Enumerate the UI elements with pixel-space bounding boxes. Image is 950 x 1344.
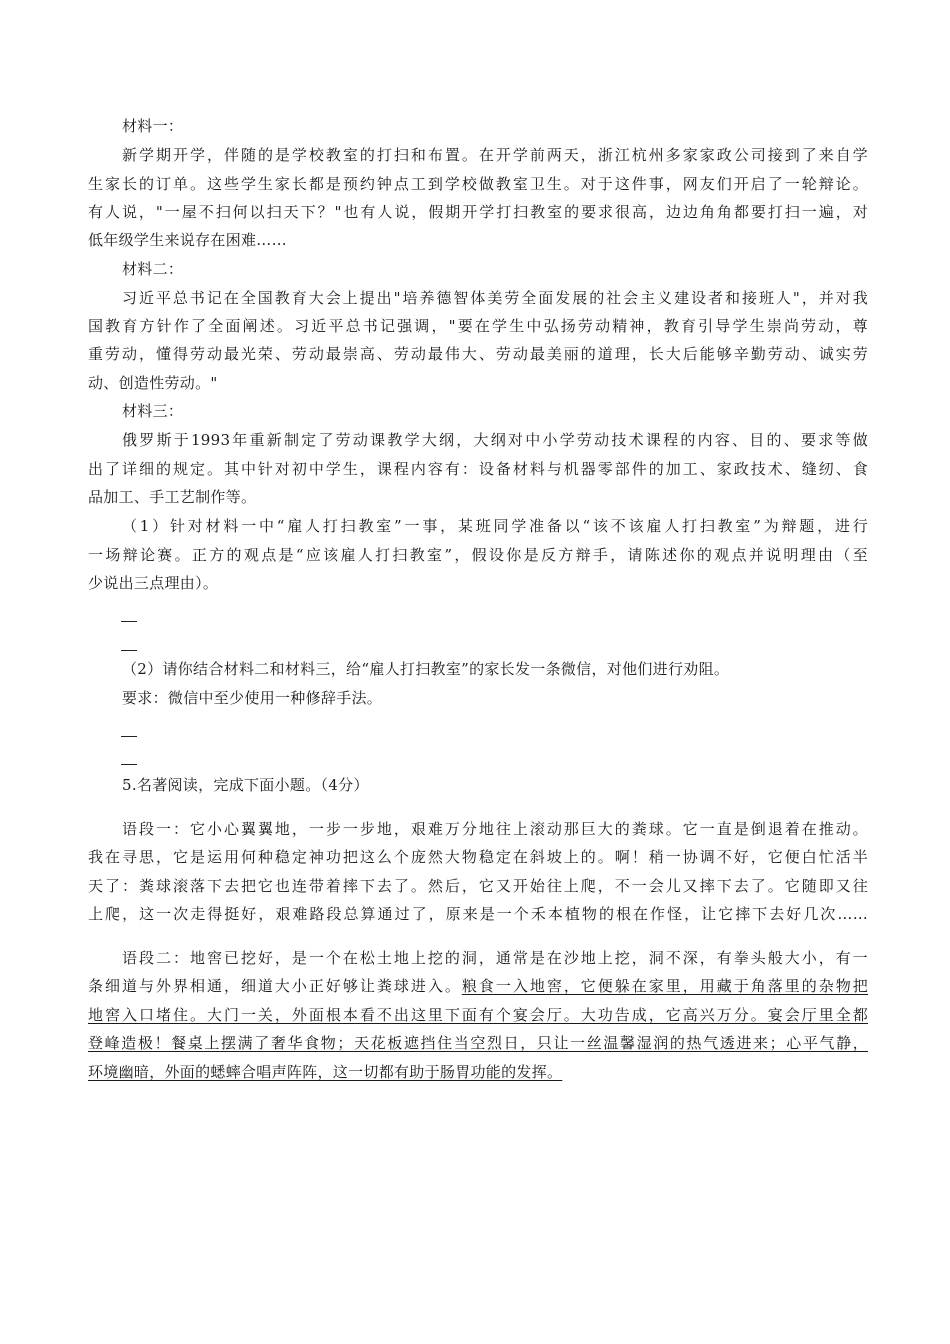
passage1-line: 我在寻思，它是运用何种稳定神功把这么个庞然大物稳定在斜坡上的。啊！稍一协调不好，它便白忙活半: [88, 848, 868, 866]
question2-prompt: （2）请你结合材料二和材料三，给“雇人打扫教室”的家长发一条微信，对他们进行劝阻。: [122, 660, 730, 678]
material3-line: 品加工、手工艺制作等。: [88, 488, 257, 506]
passage2-underlined-text: 粮食一入地窖，它便躲在家里，用藏于角落里的杂物把: [461, 977, 869, 995]
answer-blank-line[interactable]: [121, 764, 137, 765]
answer-blank-line[interactable]: [121, 621, 137, 622]
question5-title: 5.名著阅读，完成下面小题。（4分）: [122, 776, 369, 794]
passage2-plain-text: 条细道与外界相通，细道大小正好够让粪球进入。: [88, 977, 462, 995]
passage2-underlined-line: 地窖入口堵住。大门一关，外面根本看不出这里下面有个宴会厅。大功告成，它高兴万分。宴会厅里全都: [88, 1006, 868, 1024]
material3-line: 出了详细的规定。其中针对初中学生，课程内容有：设备材料与机器零部件的加工、家政技术、缝纫、食: [88, 460, 868, 478]
passage1-line: 语段一：它小心翼翼地，一步一步地，艰难万分地往上滚动那巨大的粪球。它一直是倒退着在推动。: [122, 820, 868, 838]
passage2-underlined-line: 登峰造极！餐桌上摆满了奢华食物；天花板遮挡住当空烈日，只让一丝温馨湿润的热气透进来；心平气静，: [88, 1034, 868, 1052]
passage2-line: [88, 976, 868, 996]
passage1-line: 上爬，这一次走得挺好，艰难路段总算通过了，原来是一个禾本植物的根在作怪，让它摔下去好几次……: [88, 905, 868, 923]
answer-blank-line[interactable]: [121, 650, 137, 651]
passage2-line: 语段二：地窖已挖好，是一个在松土地上挖的洞，通常是在沙地上挖，洞不深，有拳头般大小，有一: [122, 949, 868, 967]
passage2-underlined-line: 环境幽暗，外面的蟋蟀合唱声阵阵，这一切都有助于肠胃功能的发挥。: [88, 1063, 563, 1081]
question2-requirement: 要求：微信中至少使用一种修辞手法。: [122, 689, 383, 707]
answer-blank-line[interactable]: [121, 736, 137, 737]
question1-line: （1）针对材料一中“雇人打扫教室”一事，某班同学准备以“该不该雇人打扫教室”为辩题，进行: [122, 517, 868, 535]
question1-line: 一场辩论赛。正方的观点是“应该雇人打扫教室”，假设你是反方辩手，请陈述你的观点并说明理由（至: [88, 546, 868, 564]
material1-heading: 材料一：: [122, 117, 184, 135]
material2-line: 重劳动，懂得劳动最光荣、劳动最崇高、劳动最伟大、劳动最美丽的道理，长大后能够辛勤劳动、诚实劳: [88, 345, 868, 363]
material3-line: 俄罗斯于1993年重新制定了劳动课教学大纲，大纲对中小学劳动技术课程的内容、目的、要求等做: [122, 431, 868, 449]
material3-heading: 材料三：: [122, 402, 184, 420]
material2-line: 动、创造性劳动。": [88, 374, 218, 392]
material1-line: 低年级学生来说存在困难……: [88, 231, 287, 249]
passage1-line: 天了：粪球滚落下去把它也连带着摔下去了。然后，它又开始往上爬，不一会儿又摔下去了。它随即又往: [88, 877, 868, 895]
material1-line: 有人说，"一屋不扫何以扫天下？"也有人说，假期开学打扫教室的要求很高，边边角角都要打扫一遍，对: [88, 203, 868, 221]
material1-line: 新学期开学，伴随的是学校教室的打扫和布置。在开学前两天，浙江杭州多家家政公司接到了来自学: [122, 146, 868, 164]
material2-heading: 材料二：: [122, 260, 184, 278]
material2-line: 国教育方针作了全面阐述。习近平总书记强调，"要在学生中弘扬劳动精神，教育引导学生崇尚劳动，尊: [88, 317, 868, 335]
question1-line: 少说出三点理由）。: [88, 574, 219, 592]
material1-line: 生家长的订单。这些学生家长都是预约钟点工到学校做教室卫生。对于这件事，网友们开启了一轮辩论。: [88, 175, 868, 193]
material2-line: 习近平总书记在全国教育大会上提出"培养德智体美劳全面发展的社会主义建设者和接班人"，并对我: [122, 289, 868, 307]
